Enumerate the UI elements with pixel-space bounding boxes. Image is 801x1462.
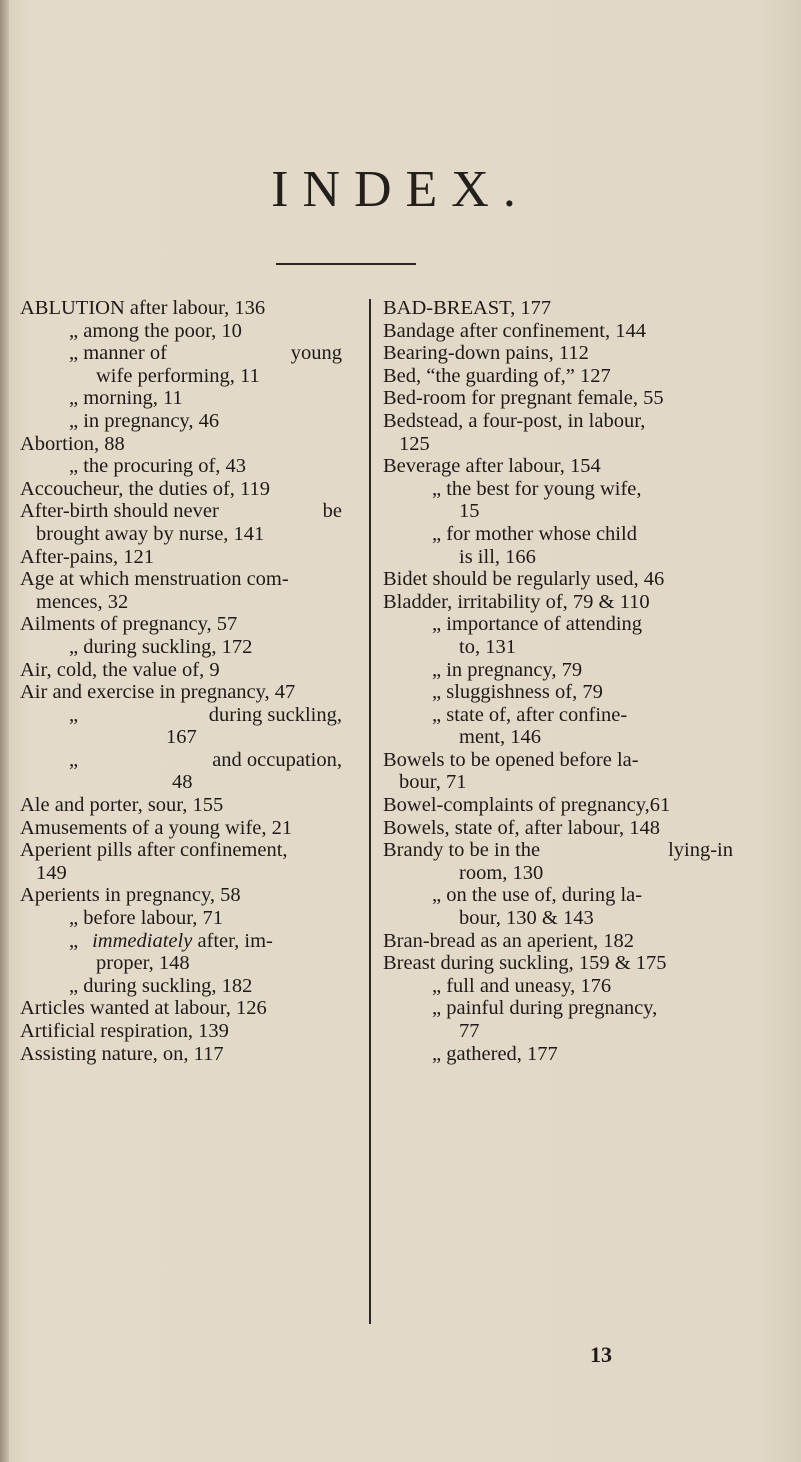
entry-text: young bbox=[290, 342, 342, 365]
index-entry: Bearing-down pains, 112 bbox=[383, 342, 589, 365]
index-entry: 149 bbox=[36, 861, 67, 884]
index-entry: „ for mother whose child bbox=[432, 522, 637, 545]
index-entry: 77 bbox=[459, 1020, 480, 1042]
index-entry: „ the best for young wife, bbox=[432, 477, 642, 500]
index-entry: Beverage after labour, 154 bbox=[383, 455, 601, 478]
index-entry: „ during suckling, 182 bbox=[69, 974, 253, 997]
index-entry: brought away by nurse, 141 bbox=[36, 522, 265, 545]
entry-text: After-birth should never bbox=[20, 500, 219, 523]
index-entry: „ before labour, 71 bbox=[69, 907, 224, 930]
entry-text: during suckling, bbox=[208, 703, 342, 726]
index-entry: bour, 130 & 143 bbox=[459, 907, 594, 930]
entry-text: „ bbox=[69, 748, 79, 771]
index-entry: „ sluggishness of, 79 bbox=[432, 681, 603, 704]
entry-text: and occupation, bbox=[212, 748, 342, 771]
index-entry: Bowel-complaints of pregnancy,61 bbox=[383, 794, 671, 817]
index-entry: bour, 71 bbox=[399, 771, 467, 794]
page-title: INDEX. bbox=[271, 161, 530, 218]
index-column-right bbox=[383, 297, 733, 1065]
index-entry: mences, 32 bbox=[36, 590, 129, 613]
entry-text: immediately bbox=[92, 929, 193, 952]
index-entry bbox=[383, 839, 733, 862]
index-entry: 48 bbox=[172, 771, 193, 794]
index-entry: to, 131 bbox=[459, 635, 516, 658]
index-entry: room, 130 bbox=[459, 861, 544, 884]
entry-text: „ bbox=[69, 929, 79, 952]
index-entry: Amusements of a young wife, 21 bbox=[20, 816, 293, 839]
index-entry: „ in pregnancy, 46 bbox=[69, 409, 220, 432]
index-entry: „ among the poor, 10 bbox=[69, 319, 242, 342]
index-entry: Air, cold, the value of, 9 bbox=[20, 658, 220, 681]
entry-text: be bbox=[322, 500, 342, 523]
index-entry: Bed, “the guarding of,” 127 bbox=[383, 364, 611, 387]
index-entry: Breast during suckling, 159 & 175 bbox=[383, 952, 667, 975]
entry-text: „ manner of bbox=[69, 342, 167, 365]
entry-text: „ bbox=[69, 703, 79, 726]
index-entry: „ importance of attending bbox=[432, 613, 643, 636]
index-entry: Bladder, irritability of, 79 & 110 bbox=[383, 590, 650, 613]
index-entry: Artificial respiration, 139 bbox=[20, 1020, 229, 1042]
index-entry: Bowels to be opened before la- bbox=[383, 748, 639, 771]
index-entry: Accoucheur, the duties of, 119 bbox=[20, 477, 271, 500]
index-entry: wife performing, 11 bbox=[96, 364, 260, 387]
index-entry: 125 bbox=[399, 432, 430, 455]
index-entry bbox=[20, 930, 342, 953]
index-entry: Ailments of pregnancy, 57 bbox=[20, 613, 238, 636]
index-entry: 167 bbox=[166, 726, 197, 749]
index-entry: ABLUTION after labour, 136 bbox=[20, 297, 266, 319]
index-entry: „ morning, 11 bbox=[69, 387, 183, 410]
index-entry bbox=[20, 342, 342, 365]
index-entry: Bidet should be regularly used, 46 bbox=[383, 568, 665, 591]
index-entry: Bran-bread as an aperient, 182 bbox=[383, 929, 635, 952]
index-entry: „ full and uneasy, 176 bbox=[432, 974, 612, 997]
index-entry: Bandage after confinement, 144 bbox=[383, 319, 646, 342]
index-entry: ment, 146 bbox=[459, 726, 541, 749]
index-entry bbox=[20, 500, 342, 523]
index-entry: Air and exercise in pregnancy, 47 bbox=[20, 681, 296, 704]
entry-text: Brandy to be in the bbox=[383, 839, 541, 862]
index-entry: „ on the use of, during la- bbox=[432, 884, 643, 907]
index-column-left bbox=[20, 297, 342, 1065]
index-entry: „ during suckling, 172 bbox=[69, 635, 253, 658]
column-divider bbox=[369, 299, 371, 1324]
index-entry: 15 bbox=[459, 500, 480, 523]
index-entry: „ in pregnancy, 79 bbox=[432, 658, 583, 681]
title-rule bbox=[276, 263, 416, 265]
index-entry: „ the procuring of, 43 bbox=[69, 455, 247, 478]
index-entry: Bowels, state of, after labour, 148 bbox=[383, 816, 660, 839]
index-entry: „ state of, after confine- bbox=[432, 703, 628, 726]
entry-text: after, im- bbox=[197, 929, 273, 952]
index-entry: Bedstead, a four-post, in labour, bbox=[383, 409, 646, 432]
entry-text: lying-in bbox=[668, 839, 733, 862]
index-entry bbox=[20, 749, 342, 772]
index-entry bbox=[20, 704, 342, 727]
index-entry: „ gathered, 177 bbox=[432, 1042, 558, 1065]
index-entry: proper, 148 bbox=[96, 952, 190, 975]
index-entry: Bed-room for pregnant female, 55 bbox=[383, 387, 664, 410]
page-binding-edge bbox=[0, 0, 9, 1462]
index-entry: Abortion, 88 bbox=[20, 432, 125, 455]
index-entry: Assisting nature, on, 117 bbox=[20, 1042, 224, 1065]
index-entry: After-pains, 121 bbox=[20, 545, 154, 568]
page-number: 13 bbox=[590, 1342, 612, 1367]
index-entry: Aperient pills after confinement, bbox=[20, 839, 288, 862]
index-entry: Age at which menstruation com- bbox=[20, 568, 289, 591]
index-entry: Aperients in pregnancy, 58 bbox=[20, 884, 241, 907]
index-entry: Ale and porter, sour, 155 bbox=[20, 794, 224, 817]
index-entry: Articles wanted at labour, 126 bbox=[20, 997, 267, 1020]
index-entry: is ill, 166 bbox=[459, 545, 536, 568]
index-entry: BAD-BREAST, 177 bbox=[383, 297, 552, 319]
index-entry: „ painful during pregnancy, bbox=[432, 997, 658, 1020]
